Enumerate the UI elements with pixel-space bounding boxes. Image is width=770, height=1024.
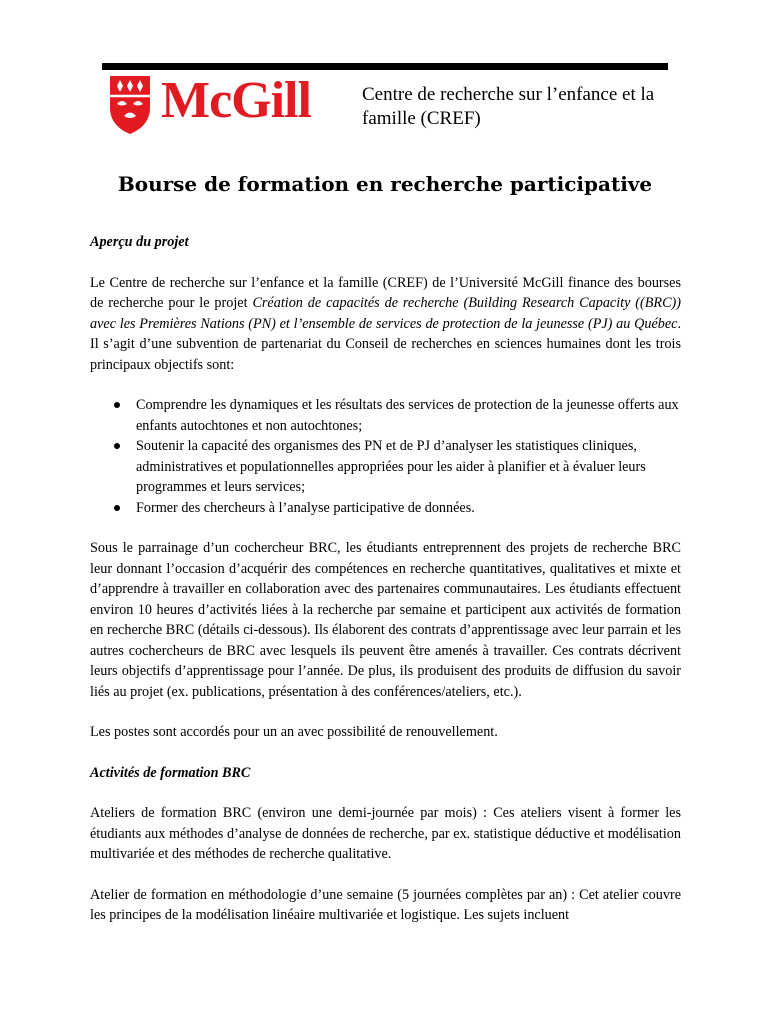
mcgill-crest-icon (108, 74, 152, 136)
training-paragraph-2: Atelier de formation en méthodologie d’une semaine (5 journées complètes par an) : Cet atelier couvre les principes de la modélisation linéaire multivariée et logistique. Les sujets incluent (90, 886, 681, 923)
project-title-italic: Création de capacités de recherche (Building Research Capacity ((BRC)) avec les Premières Nations (PN) et l’ensemble de services de protection de la jeunesse (PJ) au Québec (90, 295, 681, 332)
list-item: Comprendre les dynamiques et les résultats des services de protection de la jeunesse offerts aux enfants autochtones et non autochtones; (136, 395, 681, 436)
mcgill-wordmark: McGill (161, 72, 311, 129)
overview-paragraph-2: Sous le parrainage d’un cochercheur BRC, les étudiants entreprennent des projets de recherche BRC leur donnant l’occasion d’acquérir des compétences en recherche quantitatives, qualitatives et mixte et d’apprendre à travailler en collaboration avec des partenaires communautaires. Les étudiants effectuent environ 10 heures d’activités liées à la recherche par semaine et participent aux activités de formation en recherche BRC (détails ci-dessous). Ils élaborent des contrats d’apprentissage avec leur parrain et les autres cochercheurs de BRC avec lesquels ils peuvent être amenés à travailler. Ces contrats décrivent leurs objectifs d’apprentissage pour l’année. De plus, ils produisent des produits de diffusion du savoir liés au projet (ex. publications, présentation à des conférences/ateliers, etc.). (90, 540, 681, 700)
list-item: Soutenir la capacité des organismes des PN et de PJ d’analyser les statistiques cliniques, administratives et populationnelles appropriées pour les aider à planifier et à évaluer leurs programmes et leurs services; (136, 436, 681, 498)
overview-paragraph-3: Les postes sont accordés pour un an avec possibilité de renouvellement. (90, 724, 498, 740)
section-heading-overview: Aperçu du projet (90, 234, 189, 250)
header-rule (102, 63, 668, 70)
page-title: Bourse de formation en recherche participative (117, 172, 653, 196)
overview-p1-text-a: Le Centre de recherche sur l’enfance et la famille (CREF) de l’Université McGill finance des bourses de recherche pour le projet (90, 274, 681, 311)
overview-paragraph-1 (90, 273, 681, 376)
training-paragraph-1: Ateliers de formation BRC (environ une demi-journée par mois) : Ces ateliers visent à former les étudiants aux méthodes d’analyse de données de recherche, par ex. statistique déductive et modélisation multivariée et des méthodes de recherche qualitative. (90, 805, 681, 862)
list-item: Former des chercheurs à l’analyse participative de données. (136, 498, 681, 519)
overview-p1-text-b: . Il s’agit d’une subvention de partenariat du Conseil de recherches en sciences humaines dont les trois principaux objectifs sont: (90, 315, 681, 373)
mcgill-logo (108, 74, 348, 136)
objectives-list (90, 395, 681, 518)
section-heading-training: Activités de formation BRC (90, 764, 251, 781)
centre-name: Centre de recherche sur l’enfance et la famille (CREF) (362, 84, 655, 129)
document-body (90, 232, 681, 946)
